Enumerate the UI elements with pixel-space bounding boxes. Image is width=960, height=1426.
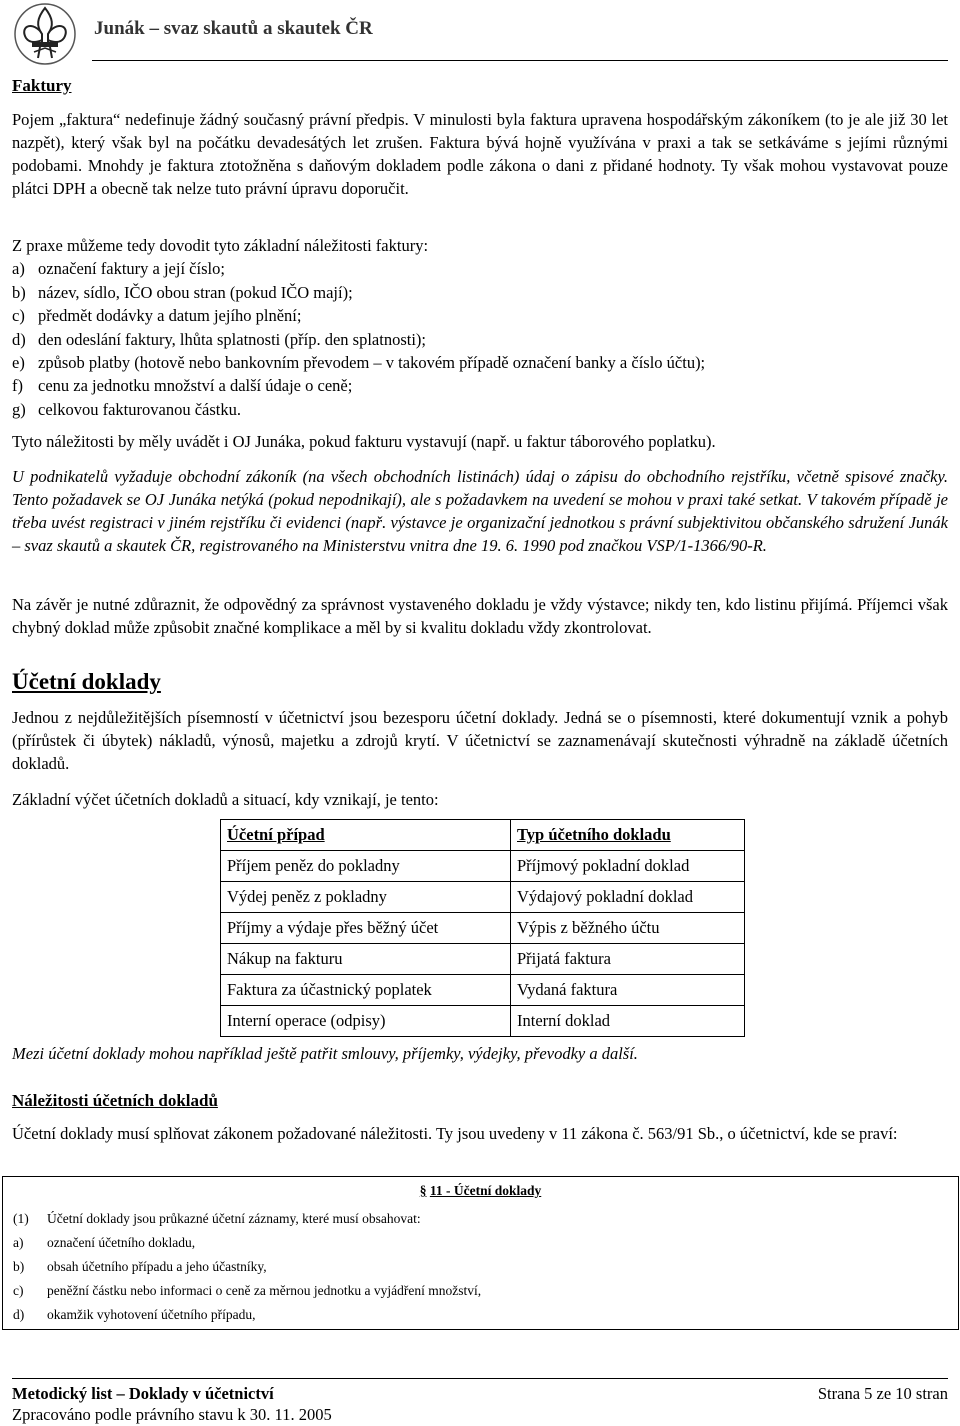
footer-divider — [12, 1378, 948, 1379]
table-cell: Interní doklad — [511, 1006, 745, 1037]
table-header-cell: Typ účetního dokladu — [511, 820, 745, 851]
page-header — [12, 0, 948, 66]
table-row — [221, 851, 745, 882]
list-item: a) označení faktury a její číslo; — [12, 259, 225, 279]
paragraph-nalezitosti-intro: Účetní doklady musí splňovat zákonem požadované náležitosti. Ty jsou uvedeny v 11 zákona č. 563/91 Sb., o účetnictví, kde se praví: — [12, 1124, 898, 1143]
list-item: g) celkovou fakturovanou částku. — [12, 399, 241, 419]
law-item: a) označení účetního dokladu, — [13, 1235, 196, 1250]
invoice-requirements-list — [12, 234, 948, 421]
law-item: (1) Účetní doklady jsou průkazné účetní záznamy, které musí obsahovat: — [13, 1211, 421, 1226]
law-item: b) obsah účetního případu a jeho účastníky, — [13, 1259, 267, 1274]
table-row — [221, 975, 745, 1006]
law-item: c) peněžní částku nebo informaci o ceně za měrnou jednotku a vyjádření množství, — [13, 1283, 482, 1298]
paragraph-business-register-note: U podnikatelů vyžaduje obchodní zákoník (na všech obchodních listinách) údaj o zápisu do obchodního rejstříku, včetně spisové značky. Tento požadavek se OJ Junáka netýká (pokud nepodnikají), ale s požadavkem na uvedení se mohou v praxi také setkat. V takovém případě je třeba uvést registraci v jiném rejstříku či evidenci (např. výstavce je organizační jednotkou s právní subjektivitou občanského sdružení Junák – svaz skautů a skautek ČR, registrovaného na Ministerstvu vnitra dne 19. 6. 1990 pod značkou VSP/1-1366/90-R. — [12, 467, 948, 555]
table-cell: Příjem peněz do pokladny — [221, 851, 511, 882]
footer-revision: Zpracováno podle právního stavu k 30. 11. 2005 — [12, 1405, 332, 1424]
paragraph-conclusion: Na závěr je nutné zdůraznit, že odpovědný za správnost vystaveného dokladu je vždy výstavce; nikdy ten, kdo listinu přijímá. Příjemci však chybný doklad může způsobit značné komplikace a měl by si kvalitu dokladu vždy zkontrolovat. — [12, 595, 948, 637]
footer-title: Metodický list – Doklady v účetnictví — [12, 1384, 274, 1403]
table-cell: Výdej peněz z pokladny — [221, 882, 511, 913]
list-item: b) název, sídlo, IČO obou stran (pokud IČO mají); — [12, 282, 353, 302]
list-intro: Z praxe můžeme tedy dovodit tyto základní náležitosti faktury: — [12, 236, 429, 255]
footer-page-number: Strana 5 ze 10 stran — [817, 1384, 948, 1403]
table-row — [221, 913, 745, 944]
section-heading-faktury: Faktury — [12, 76, 72, 95]
organization-name: Junák – svaz skautů a skautek ČR — [94, 18, 373, 39]
table-cell: Výdajový pokladní doklad — [511, 882, 745, 913]
table-cell: Přijatá faktura — [511, 944, 745, 975]
table-cell: Příjmový pokladní doklad — [511, 851, 745, 882]
paragraph-table-note: Mezi účetní doklady mohou například ještě patřit smlouvy, příjemky, výdejky, převodky a další. — [12, 1044, 638, 1063]
table-header-row — [221, 820, 745, 851]
law-quote-box — [2, 1176, 959, 1330]
law-title: § 11 - Účetní doklady — [419, 1183, 542, 1198]
table-cell: Vydaná faktura — [511, 975, 745, 1006]
table-cell: Příjmy a výdaje přes běžný účet — [221, 913, 511, 944]
table-row — [221, 1006, 745, 1037]
law-item: d) okamžik vyhotovení účetního případu, — [13, 1307, 256, 1322]
section-heading-nalezitosti: Náležitosti účetních dokladů — [12, 1091, 218, 1110]
list-item: d) den odeslání faktury, lhůta splatnosti (příp. den splatnosti); — [12, 329, 426, 349]
list-item: f) cenu za jednotku množství a další údaje o ceně; — [12, 376, 353, 396]
list-item: e) způsob platby (hotově nebo bankovním převodem – v takovém případě označení banky a číslo účtu); — [12, 353, 706, 373]
header-divider — [92, 60, 948, 61]
paragraph-oj-note: Tyto náležitosti by měly uvádět i OJ Junáka, pokud fakturu vystavují (např. u faktur táborového poplatku). — [12, 432, 716, 451]
fleur-de-lis-icon — [12, 2, 78, 66]
paragraph-table-intro: Základní výčet účetních dokladů a situací, kdy vznikají, je tento: — [12, 790, 439, 809]
table-cell: Faktura za účastnický poplatek — [221, 975, 511, 1006]
section-heading-ucetni-doklady: Účetní doklady — [12, 669, 161, 694]
table-cell: Nákup na fakturu — [221, 944, 511, 975]
table-cell: Výpis z běžného účtu — [511, 913, 745, 944]
paragraph-faktury-intro: Pojem „faktura“ nedefinuje žádný současný právní předpis. V minulosti byla faktura upravena hospodářským zákoníkem (to je ale již 30 let nazpět), který však byl na počátku devadesátých let zrušen. Faktura bývá hojně využívána v praxi a tak se setkáváme s jejími různými podobami. Mnohdy je faktura ztotožněna s daňovým dokladem podle zákona o dani z přidané hodnoty. Ty však mohou vystavovat pouze plátci DPH a obecně tak nelze tuto právní úpravu doporučit. — [12, 110, 948, 198]
table-row — [221, 882, 745, 913]
table-header-cell: Účetní případ — [221, 820, 511, 851]
document-types-table — [220, 819, 745, 1037]
table-cell: Interní operace (odpisy) — [221, 1006, 511, 1037]
paragraph-ucetni-intro: Jednou z nejdůležitějších písemností v účetnictví jsou bezesporu účetní doklady. Jedná se o písemnosti, které dokumentují vznik a pohyb (přírůstek či úbytek) nákladů, výnosů, majetku a zdrojů krytí. V účetnictví se zaznamenávají skutečnosti výhradně na základě účetních dokladů. — [12, 708, 948, 773]
list-item: c) předmět dodávky a datum jejího plnění; — [12, 306, 302, 326]
table-row — [221, 944, 745, 975]
